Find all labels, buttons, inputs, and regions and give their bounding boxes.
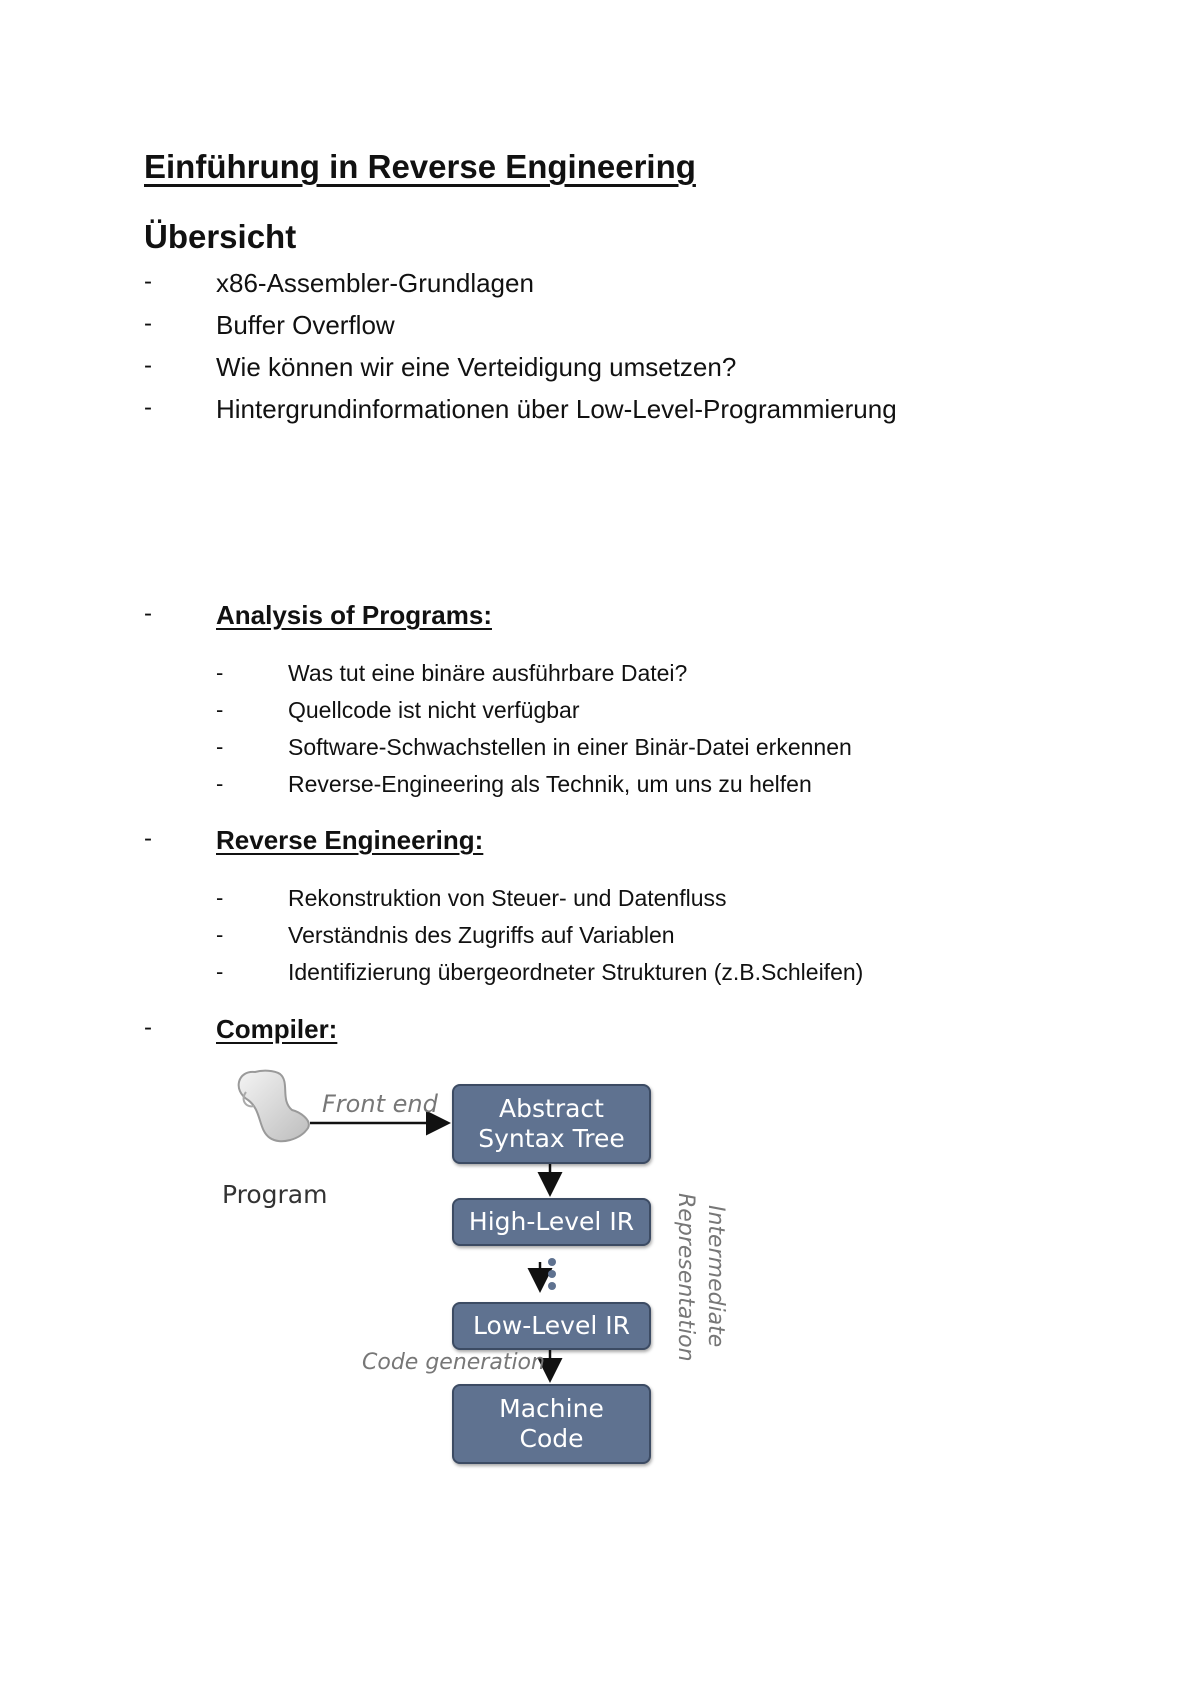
- bullet-dash: -: [216, 771, 224, 796]
- ast-box-line2: Syntax Tree: [478, 1124, 625, 1153]
- bullet-dash: -: [144, 1014, 152, 1041]
- low-level-ir-label: Low-Level IR: [473, 1311, 630, 1340]
- ellipsis-dot: [548, 1282, 556, 1290]
- front-end-label: Front end: [322, 1090, 438, 1118]
- bullet-dash: -: [144, 394, 152, 421]
- program-scroll-icon: [239, 1071, 309, 1142]
- bullet-dash: -: [216, 959, 224, 984]
- low-level-ir-box: [452, 1302, 651, 1350]
- bullet-dash: -: [216, 660, 224, 685]
- bullet-dash: -: [216, 922, 224, 947]
- list-item-text: Identifizierung übergeordneter Strukturen (z.B.Schleifen): [288, 959, 864, 985]
- ellipsis-dot: [548, 1258, 556, 1266]
- bullet-dash: -: [216, 697, 224, 722]
- representation-label: Representation: [673, 1193, 698, 1362]
- high-level-ir-label: High-Level IR: [468, 1207, 635, 1236]
- list-item-text: Software-Schwachstellen in einer Binär-Datei erkennen: [288, 734, 852, 760]
- list-item-text: x86-Assembler-Grundlagen: [216, 268, 534, 298]
- intermediate-label: Intermediate: [703, 1205, 728, 1348]
- list-item-text: Buffer Overflow: [216, 310, 395, 340]
- list-item-text: Rekonstruktion von Steuer- und Datenfluss: [288, 885, 727, 911]
- list-item-text: Reverse-Engineering als Technik, um uns zu helfen: [288, 771, 812, 797]
- ellipsis-dot: [548, 1270, 556, 1278]
- bullet-dash: -: [144, 310, 152, 337]
- list-item-text: Quellcode ist nicht verfügbar: [288, 697, 580, 723]
- program-label: Program: [222, 1180, 328, 1209]
- high-level-ir-box: [452, 1198, 651, 1246]
- machine-code-box: [452, 1384, 651, 1464]
- section-heading: Compiler:: [216, 1014, 338, 1044]
- list-item-text: Hintergrundinformationen über Low-Level-Programmierung: [216, 394, 897, 424]
- ast-box-line1: Abstract: [499, 1094, 604, 1123]
- bullet-dash: -: [144, 825, 152, 852]
- bullet-dash: -: [216, 734, 224, 759]
- overview-heading: Übersicht: [144, 218, 297, 255]
- code-generation-label: Code generation: [362, 1350, 545, 1375]
- bullet-dash: -: [216, 885, 224, 910]
- list-item-text: Wie können wir eine Verteidigung umsetzen?: [216, 352, 737, 382]
- list-item-text: Verständnis des Zugriffs auf Variablen: [288, 922, 675, 948]
- section-heading: Analysis of Programs:: [216, 600, 492, 630]
- bullet-dash: -: [144, 352, 152, 379]
- machine-code-line1: Machine: [499, 1394, 604, 1423]
- list-item-text: Was tut eine binäre ausführbare Datei?: [288, 660, 688, 686]
- machine-code-line2: Code: [519, 1424, 584, 1453]
- ast-box: [452, 1084, 651, 1164]
- section-heading: Reverse Engineering:: [216, 825, 484, 855]
- page-title: Einführung in Reverse Engineering: [144, 148, 696, 185]
- bullet-dash: -: [144, 600, 152, 627]
- bullet-dash: -: [144, 268, 152, 295]
